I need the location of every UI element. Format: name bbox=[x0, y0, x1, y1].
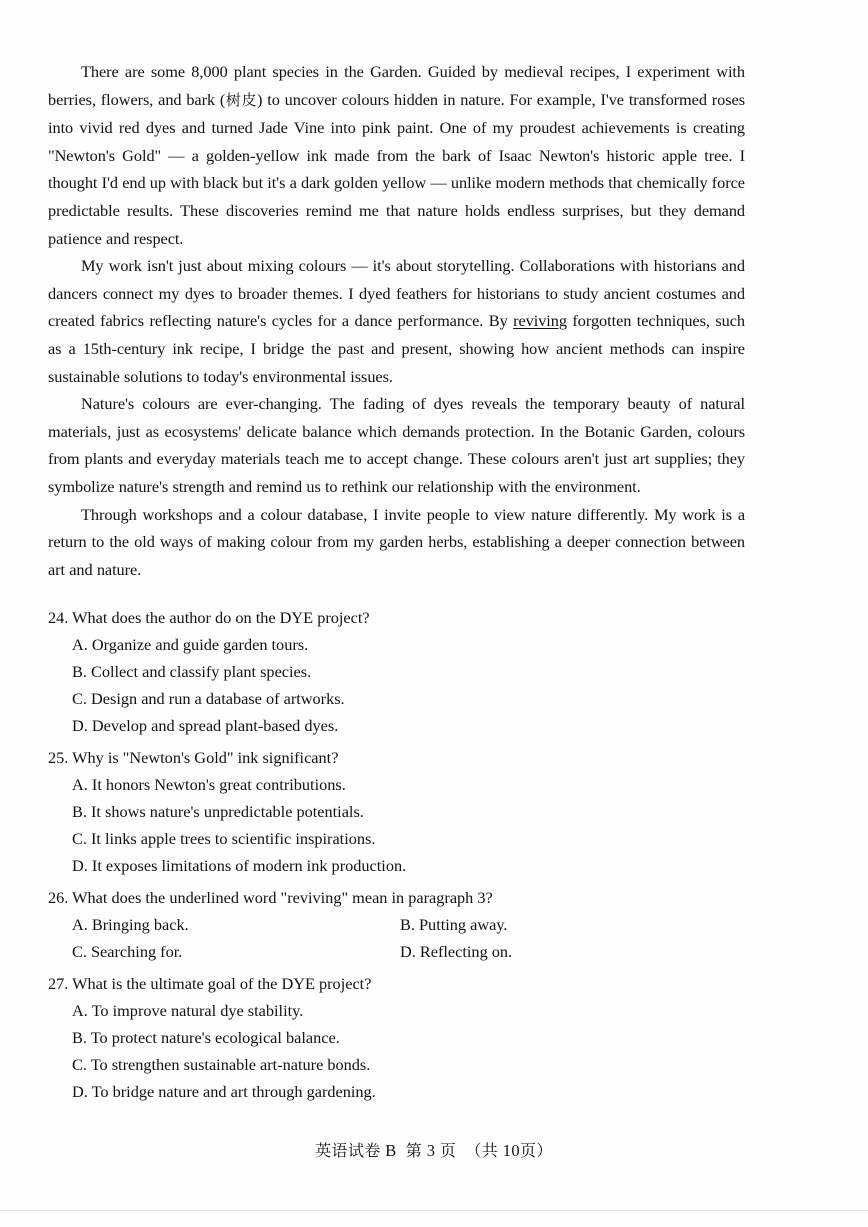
paragraph-1-text-after-gloss: ) to uncover colours hidden in nature. For example, I've transformed roses into vivid red dyes and turned Jade Vine into pink paint. One of my proudest achievements is creating "Newton's Gold" — a golden-yellow ink made from the bark of Isaac Newton's historic apple tree. I thought I'd end up with black but it's a dark golden yellow — unlike modern methods that chemically force predictable results. These discoveries remind me that nature holds endless surprises, but they demand patience and respect. bbox=[48, 89, 745, 248]
page-bottom-rule bbox=[0, 1210, 868, 1211]
page-content bbox=[48, 58, 745, 1110]
question-25-option-d[interactable]: D. It exposes limitations of modern ink production. bbox=[72, 856, 407, 876]
question-27-option-b[interactable]: B. To protect nature's ecological balance. bbox=[72, 1028, 340, 1048]
paragraph-2-text-before-underline: My work isn't just about mixing colours — it's about storytelling. Collaborations with historians and dancers connect my dyes to broader themes. I dyed feathers for historians to study ancient costumes and created fabrics reflecting nature's cycles for a dance performance. By bbox=[48, 256, 745, 331]
page-footer bbox=[0, 1138, 868, 1161]
reading-passage bbox=[48, 58, 745, 583]
question-26-option-c[interactable]: C. Searching for. bbox=[72, 942, 183, 962]
footer-gap-1 bbox=[397, 1141, 406, 1160]
question-26-option-row-1 bbox=[48, 911, 745, 938]
passage-paragraph-2 bbox=[48, 252, 745, 390]
footer-page-prefix: 第 bbox=[405, 1141, 423, 1160]
question-25-option-b[interactable]: B. It shows nature's unpredictable potentials. bbox=[72, 802, 364, 822]
question-27-stem: 27. What is the ultimate goal of the DYE project? bbox=[48, 974, 372, 994]
question-25 bbox=[48, 744, 745, 879]
question-24 bbox=[48, 604, 745, 739]
footer-paper-version-value: B bbox=[385, 1141, 397, 1160]
question-27 bbox=[48, 970, 745, 1105]
footer-page-suffix: 页 bbox=[439, 1141, 457, 1160]
question-27-option-a[interactable]: A. To improve natural dye stability. bbox=[72, 1001, 304, 1021]
question-24-option-b[interactable]: B. Collect and classify plant species. bbox=[72, 662, 312, 682]
footer-total-pages: 10 bbox=[502, 1141, 521, 1160]
footer-total-open: （共 bbox=[465, 1141, 499, 1160]
passage-paragraph-1 bbox=[48, 58, 745, 252]
footer-subject-label: 英语试卷 bbox=[315, 1141, 381, 1160]
question-26-stem: 26. What does the underlined word "reviving" mean in paragraph 3? bbox=[48, 888, 493, 908]
question-24-stem: 24. What does the author do on the DYE project? bbox=[48, 608, 370, 628]
questions-list bbox=[48, 604, 745, 1105]
question-26 bbox=[48, 884, 745, 965]
question-26-option-b[interactable]: B. Putting away. bbox=[400, 915, 508, 935]
question-26-option-d[interactable]: D. Reflecting on. bbox=[400, 942, 513, 962]
question-26-option-a[interactable]: A. Bringing back. bbox=[72, 915, 189, 935]
underlined-word-reviving: reviving bbox=[513, 311, 567, 331]
chinese-gloss-shupi: 树皮 bbox=[225, 90, 258, 109]
question-25-option-c[interactable]: C. It links apple trees to scientific inspirations. bbox=[72, 829, 376, 849]
passage-paragraph-3: Nature's colours are ever-changing. The fading of dyes reveals the temporary beauty of natural materials, just as ecosystems' delicate balance which demands protection. In the Botanic Garden, colours from plants and everyday materials teach me to accept change. These colours aren't just art supplies; they symbolize nature's strength and remind us to rethink our relationship with the environment. bbox=[48, 394, 745, 496]
question-24-option-d[interactable]: D. Develop and spread plant-based dyes. bbox=[72, 716, 339, 736]
paragraph-1-text-before-gloss: There are some 8,000 plant species in the Garden. Guided by medieval recipes, I experiment with berries, flowers, and bark ( bbox=[48, 62, 745, 109]
footer-total-close: 页） bbox=[520, 1141, 553, 1160]
question-27-option-c[interactable]: C. To strengthen sustainable art-nature bonds. bbox=[72, 1055, 371, 1075]
question-25-option-a[interactable]: A. It honors Newton's great contributions. bbox=[72, 775, 346, 795]
question-25-stem: 25. Why is "Newton's Gold" ink significant? bbox=[48, 748, 339, 768]
question-24-option-c[interactable]: C. Design and run a database of artworks. bbox=[72, 689, 345, 709]
footer-page-number: 3 bbox=[426, 1141, 436, 1160]
paragraph-2-text-after-underline: forgotten techniques, such as a 15th-century ink recipe, I bridge the past and present, showing how ancient methods can inspire sustainable solutions to today's environmental issues. bbox=[48, 311, 745, 386]
question-24-option-a[interactable]: A. Organize and guide garden tours. bbox=[72, 635, 309, 655]
footer-gap-2 bbox=[456, 1141, 465, 1160]
question-26-option-row-2 bbox=[48, 938, 745, 965]
question-27-option-d[interactable]: D. To bridge nature and art through gardening. bbox=[72, 1082, 376, 1102]
passage-paragraph-4: Through workshops and a colour database, I invite people to view nature differently. My work is a return to the old ways of making colour from my garden herbs, establishing a deeper connection between art and nature. bbox=[48, 504, 745, 579]
